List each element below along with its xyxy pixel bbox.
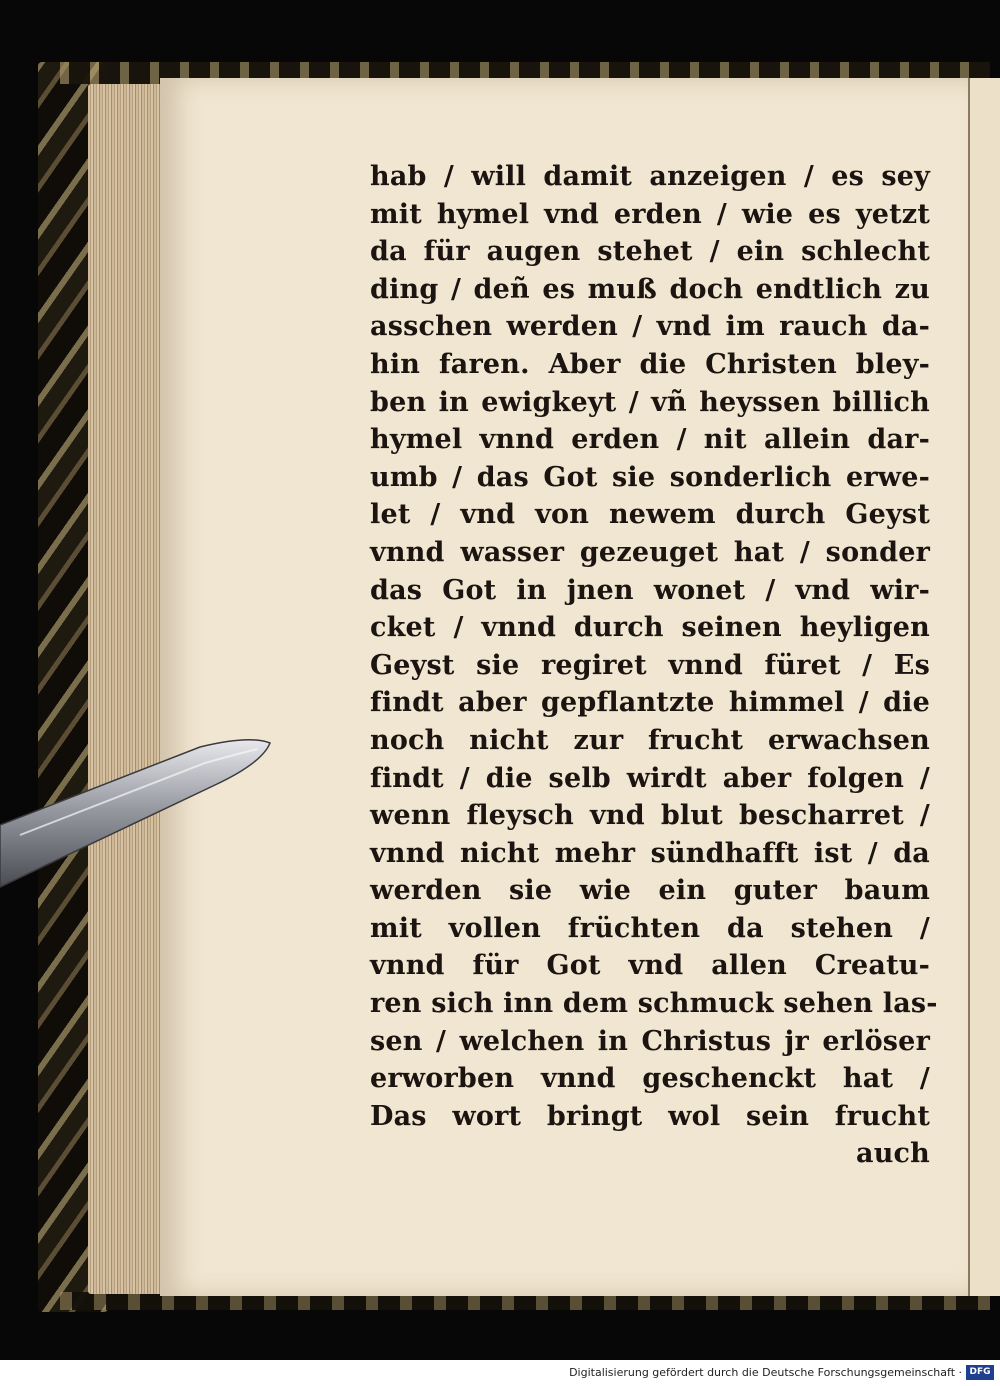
- footer-credit: Digitalisierung gefördert durch die Deutsche Forschungsgemeinschaft ·: [569, 1366, 962, 1379]
- text-line: asschen werden / vnd im rauch da-: [370, 311, 930, 343]
- text-line: ding / deñ es muß doch endtlich zu: [370, 273, 930, 305]
- text-line: wenn fleysch vnd blut bescharret /: [370, 800, 930, 832]
- dfg-logo-icon: DFG: [966, 1365, 994, 1380]
- text-line: mit hymel vnd erden / wie es yetzt: [370, 198, 930, 230]
- text-line: let / vnd von newem durch Geyst: [370, 499, 930, 531]
- footer-bar: [0, 1360, 1000, 1386]
- text-line: ben in ewigkeyt / vñ heyssen billich: [370, 386, 930, 418]
- text-line: ren sich inn dem schmuck sehen las-: [370, 988, 938, 1020]
- text-line: findt / die selb wirdt aber folgen /: [370, 762, 930, 794]
- text-line: mit vollen früchten da stehen /: [370, 912, 930, 944]
- knife-pointer-icon: [0, 735, 275, 895]
- text-line: Geyst sie regiret vnnd füret / Es: [370, 649, 930, 681]
- catchword: auch: [856, 1138, 930, 1170]
- text-line: erworben vnnd geschenckt hat /: [370, 1063, 930, 1095]
- text-line: da für augen stehet / ein schlecht: [370, 236, 930, 268]
- text-line: hymel vnnd erden / nit allein dar-: [370, 424, 930, 456]
- text-line: findt aber gepflantzte himmel / die: [370, 687, 930, 719]
- book-page: [160, 78, 968, 1296]
- text-line: cket / vnnd durch seinen heyligen: [370, 612, 930, 644]
- text-line: vnnd wasser gezeuget hat / sonder: [370, 536, 930, 568]
- text-line: vnnd nicht mehr sündhafft ist / da: [370, 837, 930, 869]
- facing-page-edge: [968, 78, 1000, 1296]
- text-block: [370, 158, 938, 1173]
- text-line: werden sie wie ein guter baum: [370, 875, 930, 907]
- text-line: umb / das Got sie sonderlich erwe-: [370, 461, 930, 493]
- text-line: sen / welchen in Christus jr erlöser: [370, 1025, 930, 1057]
- text-line: Das wort bringt wol sein frucht: [370, 1100, 930, 1132]
- text-line: hin faren. Aber die Christen bley-: [370, 348, 930, 380]
- text-line: vnnd für Got vnd allen Creatu-: [370, 950, 930, 982]
- text-line: noch nicht zur frucht erwachsen: [370, 724, 930, 756]
- text-line: hab / will damit anzeigen / es sey: [370, 161, 930, 192]
- text-line: das Got in jnen wonet / vnd wir-: [370, 574, 930, 606]
